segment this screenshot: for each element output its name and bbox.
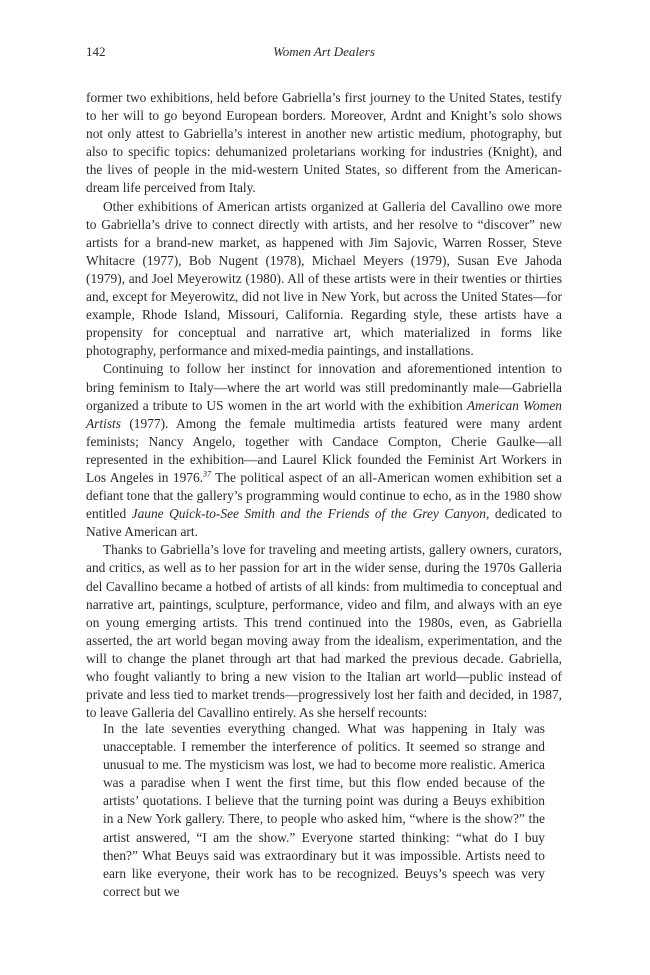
exhibition-title-jaune-quick-to-see-smith: Jaune Quick-to-See Smith and the Friends of the Grey Canyon xyxy=(131,506,486,522)
running-title: Women Art Dealers xyxy=(273,44,375,59)
paragraph-2: Other exhibitions of American artists organized at Galleria del Cavallino owe more to Gabriella’s drive to connect directly with artists, and her resolve to “discover” new artists for a brand-new market, as happened with Jim Sajovic, Warren Rosser, Steve Whitacre (1977), Bob Nugent (1978), Michael Meyers (1979), Susan Eve Jahoda (1979), and Joel Meyerowitz (1980). All of these artists were in their twenties or thirties and, except for Meyerowitz, did not live in New York, but across the United States—for example, Rhode Island, Missouri, California. Regarding style, these artists have a propensity for conceptual and narrative art, which materialized in forms like photography, performance and mixed-media paintings, and installations. xyxy=(86,198,562,359)
block-quote: In the late seventies everything changed. What was happening in Italy was unacceptable. I remember the interference of politics. It seemed so strange and unusual to me. The mysticism was lost, we had to become more realistic. America was a paradise when I went the first time, but this flow ended because of the artists’ quotations. I believe that the turning point was during a Beuys exhibition in a New York gallery. There, to people who asked him, “where is the show?” the artist answered, “I am the show.” Everyone started thinking: “what do I buy then?” What Beuys said was extraordinary but it was impossible. Artists need to earn like everyone, their work has to be recognized. Beuys’s speech was very correct but we xyxy=(103,721,545,899)
paragraph-3-text-d: , dedicated to Native American art. xyxy=(86,506,562,540)
paragraph-3-text-b: (1977). Among the female multimedia artists featured were many ardent feminists; Nancy Angelo, together with Candace Compton, Cherie Gaulke—all represented in the exhibition—and Laurel Klick founded the Feminist Art Workers in Los Angeles in 1976. xyxy=(86,415,562,485)
running-head xyxy=(86,44,562,64)
exhibition-title-american-women-artists: American Women Artists xyxy=(86,397,562,431)
paragraph-3-text-c: The political aspect of an all-American women exhibition set a defiant tone that the gallery’s programming would continue to echo, as in the 1980 show entitled xyxy=(86,469,562,522)
paragraph-3 xyxy=(86,360,562,541)
paragraph-1: former two exhibitions, held before Gabriella’s first journey to the United States, testify to her will to go beyond European borders. Moreover, Ardnt and Knight’s solo shows not only attest to Gabriella’s interest in another new artistic medium, photography, but also to specific topics: dehumanized proletarians working for industries (Knight), and the lives of people in the mid-western United States, so different from the American-dream life perceived from Italy. xyxy=(86,90,562,196)
page-number: 142 xyxy=(86,44,106,59)
body-text xyxy=(86,89,562,722)
paragraph-3-text-a: Continuing to follow her instinct for innovation and aforementioned intention to bring feminism to Italy—where the art world was still predominantly male—Gabriella organized a tribute to US women in the art world with the exhibition xyxy=(86,361,562,413)
paragraph-4: Thanks to Gabriella’s love for traveling and meeting artists, gallery owners, curators, and critics, as well as to her passion for art in the wider sense, during the 1970s Galleria del Cavallino became a hotbed of artists of all kinds: from multimedia to conceptual and narrative art, paintings, sculpture, performance, video and film, and always with an eye on young emerging artists. This trend continued into the 1980s, even, as Gabriella asserted, the art world began moving away from the idealism, experimentation, and the will to change the planet through art that had marked the previous decade. Gabriella, who fought valiantly to bring a new vision to the Italian art world—public instead of private and less tied to market trends—progressively lost her faith and decided, in 1987, to leave Galleria del Cavallino entirely. As she herself recounts: xyxy=(86,542,562,721)
footnote-marker[interactable]: 37 xyxy=(203,469,212,479)
